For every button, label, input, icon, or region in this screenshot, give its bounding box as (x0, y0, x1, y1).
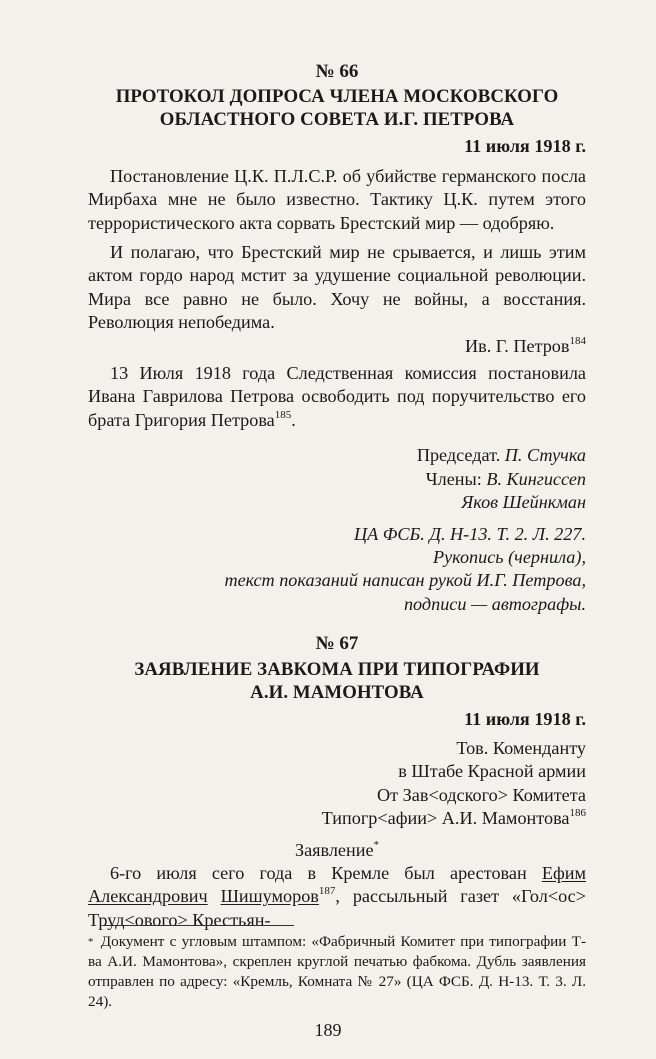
footnote-divider (104, 925, 294, 926)
doc66-source3: подписи — автографы. (403, 593, 586, 614)
doc66-title (88, 85, 586, 131)
footnote-ref-star: * (373, 838, 380, 851)
doc67-addr1: Тов. Коменданту (456, 737, 586, 758)
doc67-addr2: в Штабе Красной армии (398, 761, 586, 782)
doc67-heading: Заявление (294, 839, 374, 860)
doc66-para3 (88, 362, 586, 432)
footnote-text: Документ с угловым штампом: «Фабричный Комитет при типографии Т-ва А.И. Мамонтова», скреплен круглой печатью фабкома. Дубль заявления отправлен по адресу: «Кремль, Комната № 27» (ЦА ФСБ. Д. Н-13. Т. 3. Л. 24). (88, 933, 587, 1010)
doc66-members-line (88, 468, 586, 491)
doc66-members-label: Члены: (425, 468, 487, 489)
doc66-signature-line (88, 335, 586, 358)
footnote-ref-187: 187 (318, 885, 336, 898)
doc67-number: № 67 (315, 633, 359, 655)
doc66-number: № 66 (315, 61, 359, 82)
doc66-para1: Постановление Ц.К. П.Л.С.Р. об убийстве германского посла Мирбаха мне не было известно. Тактику Ц.К. путем этого террористического акта сорвать Брестский мир — одобряю. (88, 165, 586, 233)
doc66-para3-end: . (291, 409, 296, 430)
doc67-heading-line (88, 839, 586, 862)
doc67-body-end: , рассыльный газет «Гол<ос> Труд<ового> Крестьян- (88, 886, 586, 930)
footnote-ref-185: 185 (274, 408, 292, 421)
doc67-body-start: 6-го июля сего года в Кремле был арестован (110, 862, 542, 883)
page-number: 189 (314, 1020, 342, 1040)
doc67-body-name1: Ефим Александрович (88, 862, 586, 907)
doc66-title-line2: ОБЛАСТНОГО СОВЕТА И.Г. ПЕТРОВА (159, 109, 515, 131)
doc67-title-line2: А.И. МАМОНТОВА (250, 681, 424, 703)
doc66-member1: В. Кингиссеп (486, 468, 586, 489)
footnote-ref-186: 186 (569, 807, 586, 820)
doc66-chair-line (88, 444, 586, 467)
doc67-date: 11 июля 1918 г. (464, 708, 586, 729)
footnote-mark: * (88, 936, 94, 948)
doc66-date: 11 июля 1918 г. (464, 136, 586, 157)
doc66-archive: ЦА ФСБ. Д. Н-13. Т. 2. Л. 227. (354, 523, 586, 544)
footnote-ref-184: 184 (569, 334, 586, 347)
doc66-para3-text: 13 Июля 1918 года Следственная комиссия постановила Ивана Гаврилова Петрова освободить под поручительство его брата Григория Петрова (88, 363, 586, 430)
doc66-source2: текст показаний написан рукой И.Г. Петрова, (224, 570, 586, 591)
doc66-para2: И полагаю, что Брестский мир не срывается, и лишь этим актом гордо народ мстит за удушение социальной революции. Мира все равно не было. Хочу не войны, а восстания. Революция непобедима. (88, 242, 586, 333)
doc66-chair-name: П. Стучка (504, 445, 586, 466)
doc67-addr3: От Зав<одского> Комитета (377, 784, 586, 805)
footnote (88, 932, 586, 1012)
doc66-title-line1: ПРОТОКОЛ ДОПРОСА ЧЛЕНА МОСКОВСКОГО (115, 86, 559, 108)
doc67-title (88, 658, 586, 704)
doc67-title-line1: ЗАЯВЛЕНИЕ ЗАВКОМА ПРИ ТИПОГРАФИИ (134, 658, 540, 680)
doc66-chair-label: Председат. (416, 445, 505, 466)
doc66-signature: Ив. Г. Петров (464, 335, 570, 356)
doc67-body-name2: Шишуморов (220, 886, 319, 907)
doc66-member2: Яков Шейнкман (461, 492, 586, 513)
doc67-addr4: Типогр<афии> А.И. Мамонтова (321, 808, 570, 829)
doc67-addr4-line (88, 807, 586, 830)
doc66-source1: Рукопись (чернила), (432, 546, 586, 567)
page-body (88, 60, 586, 932)
doc67-body (88, 862, 586, 932)
